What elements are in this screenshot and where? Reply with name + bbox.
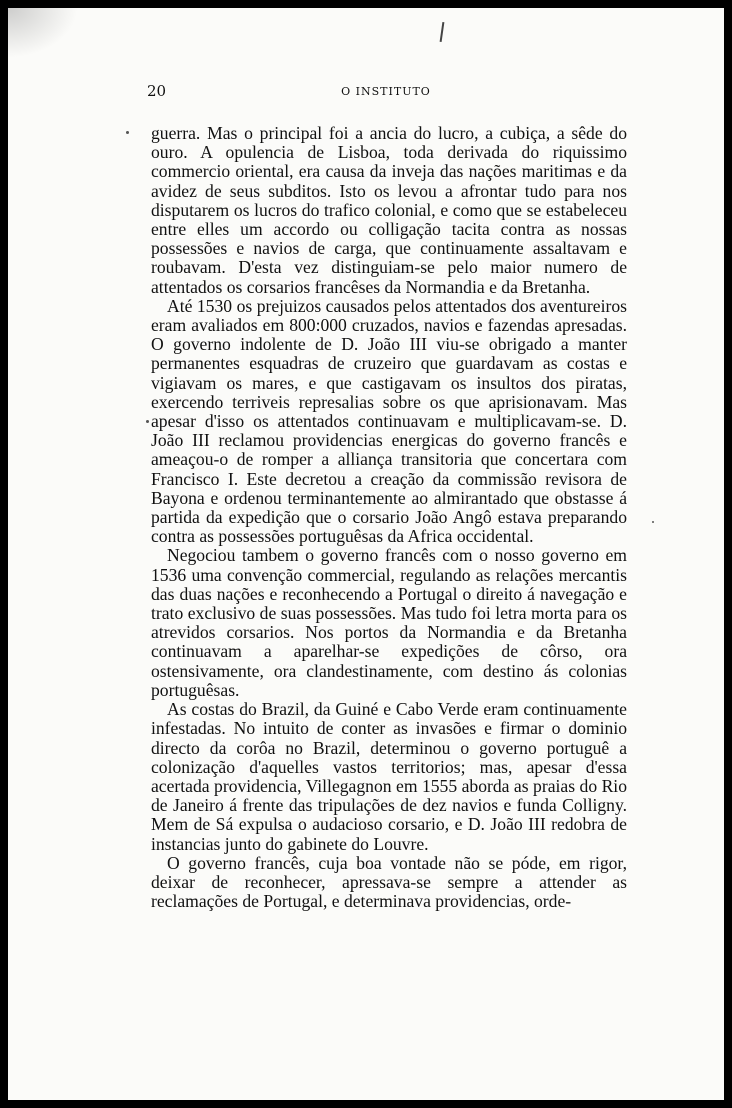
paragraph-3: Negociou tambem o governo francês com o nosso governo em 1536 uma convenção commercial, regulando as relações mercantis das duas nações e reconhecendo a Portugal o direito á navegação e trato exclusivo de suas possessões. Mas tudo foi letra morta para os atrevidos corsarios. Nos portos da Normandia e da Bretanha continuavam a aparelhar-se expedições de côrso, ora ostensivamente, ora clandestinamente, com destino ás colonias portuguêsas.	[151, 545, 627, 700]
stray-dot-mark	[146, 420, 149, 423]
running-title: O INSTITUTO	[341, 85, 431, 98]
corner-smudge	[8, 8, 78, 58]
page-header	[147, 80, 625, 106]
stray-dot-mark	[126, 131, 129, 134]
paragraph-2: Até 1530 os prejuizos causados pelos attentados dos aventureiros eram avaliados em 800:000 cruzados, navios e fazendas apresadas. O governo indolente de D. João III viu-se obrigado a manter permanentes esquadras de cruzeiro que guardavam as costas e vigiavam os mares, e que castigavam os insultos dos piratas, exercendo terriveis represalias sobre os que aprisionavam. Mas apesar d'isso os attentados continuavam e multiplicavam-se. D. João III reclamou providencias energicas do governo francês e ameaçou-o de romper a alliança transitoria que concertara com Francisco I. Este decretou a creação da commissão revisora de Bayona e ordenou terminantemente ao almirantado que obstasse á partida da expedição que o corsario João Angô estava preparando contra as possessões portuguêsas da Africa occidental.	[151, 295, 627, 547]
body-text	[151, 124, 627, 911]
page-number: 20	[147, 82, 167, 100]
paragraph-4: As costas do Brazil, da Guiné e Cabo Verde eram continuamente infestadas. No intuito de conter as invasões e firmar o dominio directo da corôa no Brazil, determinou o governo portuguê a colonização d'aquelles vastos territorios; mas, apesar d'essa acertada providencia, Villegagnon em 1555 aborda as praias do Rio de Janeiro á frente das tripulações de dez navios e funda Colligny. Mem de Sá expulsa o audacioso corsario, e D. João III redobra de instancias junto do gabinete do Louvre.	[151, 699, 627, 854]
paragraph-1: guerra. Mas o principal foi a ancia do lucro, a cubiça, a sêde do ouro. A opulencia de Lisboa, toda derivada do riquissimo commercio oriental, era causa da inveja das nações maritimas e da avidez de seus subditos. Isto os levou a afrontar tudo para nos disputarem os lucros do trafico colonial, e como que se estabeleceu entre elles um accordo ou colligação tacita contra as nossas possessões e navios de carga, que continuamente assaltavam e roubavam. D'esta vez distinguiam-se pelo maior numero de attentados os corsarios francêses da Normandia e da Bretanha.	[151, 123, 627, 297]
stray-pen-mark	[440, 22, 445, 42]
paragraph-5: O governo francês, cuja boa vontade não se póde, em rigor, deixar de reconhecer, apressava-se sempre a attender as reclamações de Portugal, e determinava providencias, orde-	[151, 852, 627, 912]
stray-dot-mark	[652, 521, 654, 523]
